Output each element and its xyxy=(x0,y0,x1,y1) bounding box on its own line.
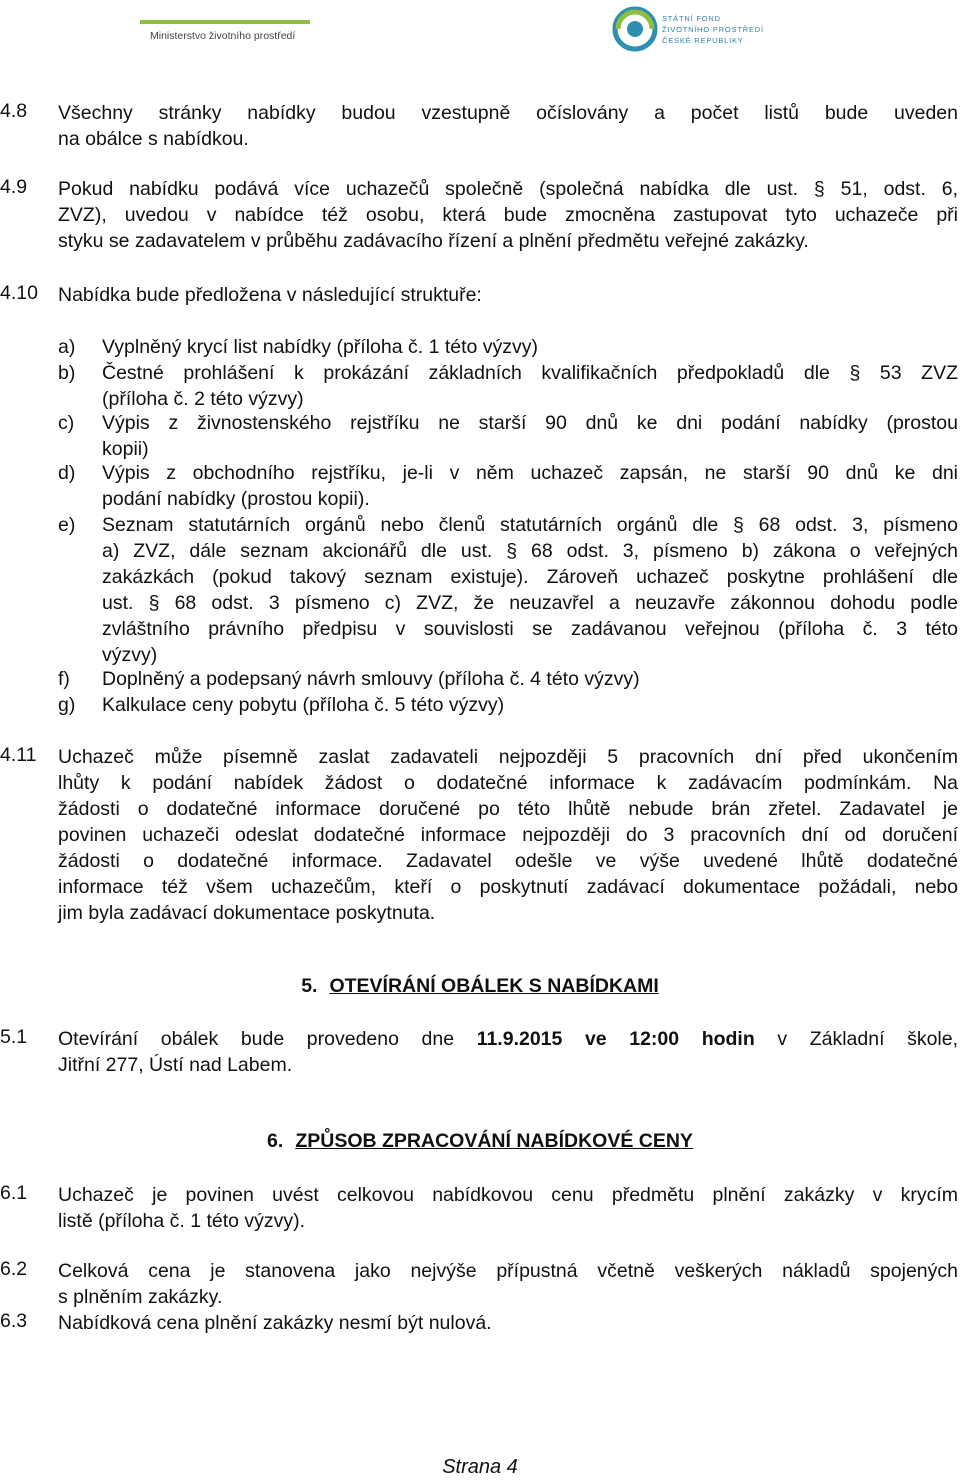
paragraph-number: 6.1 xyxy=(0,1182,28,1204)
list-letter: b) xyxy=(58,362,76,384)
text-run: v Základní škole, xyxy=(754,1028,959,1050)
ministry-logo xyxy=(140,8,310,48)
text-line: Uchazeč může písemně zaslat zadavateli nejpozději 5 pracovních dní před ukončením xyxy=(58,746,958,768)
paragraph-text xyxy=(58,1026,958,1078)
section-number: 6. xyxy=(267,1130,284,1152)
paragraph-text xyxy=(58,1258,958,1310)
list-item-text: Výpis z živnostenského rejstříku ne starší 90 dnů ke dni podání nabídky (prostou xyxy=(102,412,958,434)
paragraph-text xyxy=(58,100,958,152)
list-item-text: Kalkulace ceny pobytu (příloha č. 5 této výzvy) xyxy=(102,694,505,716)
text-line: lhůty k podání nabídek žádost o dodatečné informace k zadávacím podmínkám. Na xyxy=(58,772,958,794)
text-line: ZVZ), uvedou v nabídce též osobu, která bude zmocněna zastupovat tyto uchazeče při xyxy=(58,204,958,226)
paragraph-number: 4.10 xyxy=(0,282,38,304)
paragraph-text xyxy=(58,744,958,926)
text-line xyxy=(58,1026,958,1052)
ministry-logo-bar xyxy=(140,20,310,24)
text-line: listě (příloha č. 1 této výzvy). xyxy=(58,1210,306,1232)
list-letter: a) xyxy=(58,336,76,358)
text-line: informace též všem uchazečům, kteří o poskytnutí zadávací dokumentace požádali, nebo xyxy=(58,876,958,898)
paragraph-number: 4.9 xyxy=(0,176,28,198)
text-line: Pokud nabídku podává více uchazečů společně (společná nabídka dle ust. § 51, odst. 6, xyxy=(58,178,958,200)
list-letter: f) xyxy=(58,668,70,690)
list-item-text: výzvy) xyxy=(102,644,158,666)
text-line: Uchazeč je povinen uvést celkovou nabídkovou cenu předmětu plnění zakázky v krycím xyxy=(58,1184,958,1206)
text-line: Všechny stránky nabídky budou vzestupně očíslovány a počet listů bude uveden xyxy=(58,102,958,124)
paragraph-intro: Nabídka bude předložena v následující struktuře: xyxy=(58,284,482,306)
list-item-text: Vyplněný krycí list nabídky (příloha č. 1 této výzvy) xyxy=(102,336,539,358)
text-line: Jitřní 277, Ústí nad Labem. xyxy=(58,1054,293,1076)
list-letter: c) xyxy=(58,412,75,434)
text-line: žádosti o dodatečné informace. Zadavatel odešle ve výše uvedené lhůtě dodatečné xyxy=(58,850,958,872)
state-fund-emblem-icon xyxy=(612,6,658,52)
paragraph-text: Nabídková cena plnění zakázky nesmí být nulová. xyxy=(58,1312,492,1334)
section-title: OTEVÍRÁNÍ OBÁLEK S NABÍDKAMI xyxy=(329,975,659,997)
list-item-text: a) ZVZ, dále seznam akcionářů dle ust. § 68 odst. 3, písmeno b) zákona o veřejných xyxy=(102,540,958,562)
list-item-text: ust. § 68 odst. 3 písmeno c) ZVZ, že neuzavřel a neuzavře zákonnou dohodu podle xyxy=(102,592,958,614)
section-title: ZPŮSOB ZPRACOVÁNÍ NABÍDKOVÉ CENY xyxy=(295,1130,693,1152)
page-number: Strana 4 xyxy=(442,1456,518,1478)
date-time-bold: 11.9.2015 ve 12:00 hodin xyxy=(476,1028,755,1050)
list-item-text: Doplněný a podepsaný návrh smlouvy (příloha č. 4 této výzvy) xyxy=(102,668,640,690)
list-item-text: Čestné prohlášení k prokázání základních kvalifikačních předpokladů dle § 53 ZVZ xyxy=(102,362,958,384)
paragraph-number: 4.11 xyxy=(0,744,37,766)
ministry-logo-text: Ministerstvo životního prostředí xyxy=(150,30,296,42)
list-letter: d) xyxy=(58,462,76,484)
text-line: s plněním zakázky. xyxy=(58,1286,223,1308)
state-fund-logo xyxy=(612,6,802,54)
paragraph-text xyxy=(58,176,958,254)
list-item-text: kopii) xyxy=(102,438,149,460)
list-letter: e) xyxy=(58,514,76,536)
text-run: Otevírání obálek bude provedeno dne xyxy=(58,1028,477,1050)
section-5-heading xyxy=(0,975,960,998)
text-line: styku se zadavatelem v průběhu zadávacího řízení a plnění předmětu veřejné zakázky. xyxy=(58,230,809,252)
list-item-text: podání nabídky (prostou kopii). xyxy=(102,488,370,510)
list-item-text: Výpis z obchodního rejstříku, je-li v něm uchazeč zapsán, ne starší 90 dnů ke dni xyxy=(102,462,958,484)
list-item-text: (příloha č. 2 této výzvy) xyxy=(102,388,304,410)
paragraph-number: 6.2 xyxy=(0,1258,28,1280)
list-item-text: zvláštního právního předpisu v souvislosti se zadávanou veřejnou (příloha č. 3 této xyxy=(102,618,958,640)
paragraph-number: 4.8 xyxy=(0,100,28,122)
state-fund-logo-text: STÁTNÍ FOND ŽIVOTNÍHO PROSTŘEDÍ ČESKÉ REPUBLIKY xyxy=(662,14,764,45)
paragraph-number: 5.1 xyxy=(0,1026,28,1048)
text-line: jim byla zadávací dokumentace poskytnuta. xyxy=(58,902,436,924)
page-header xyxy=(0,0,960,60)
paragraph-text xyxy=(58,1182,958,1234)
list-item-text: Seznam statutárních orgánů nebo členů statutárních orgánů dle § 68 odst. 3, písmeno xyxy=(102,514,958,536)
section-6-heading xyxy=(0,1130,960,1153)
paragraph-number: 6.3 xyxy=(0,1310,28,1332)
section-number: 5. xyxy=(301,975,318,997)
text-line: Celková cena je stanovena jako nejvýše přípustná včetně veškerých nákladů spojených xyxy=(58,1260,958,1282)
list-letter: g) xyxy=(58,694,76,716)
text-line: na obálce s nabídkou. xyxy=(58,128,249,150)
list-item-text: zakázkách (pokud takový seznam existuje). Zároveň uchazeč poskytne prohlášení dle xyxy=(102,566,958,588)
text-line: žádosti o dodatečné informace doručené po této lhůtě nebude brán zřetel. Zadavatel je xyxy=(58,798,958,820)
text-line: povinen uchazeči odeslat dodatečné informace nejpozději do 3 pracovních dní od doručení xyxy=(58,824,958,846)
